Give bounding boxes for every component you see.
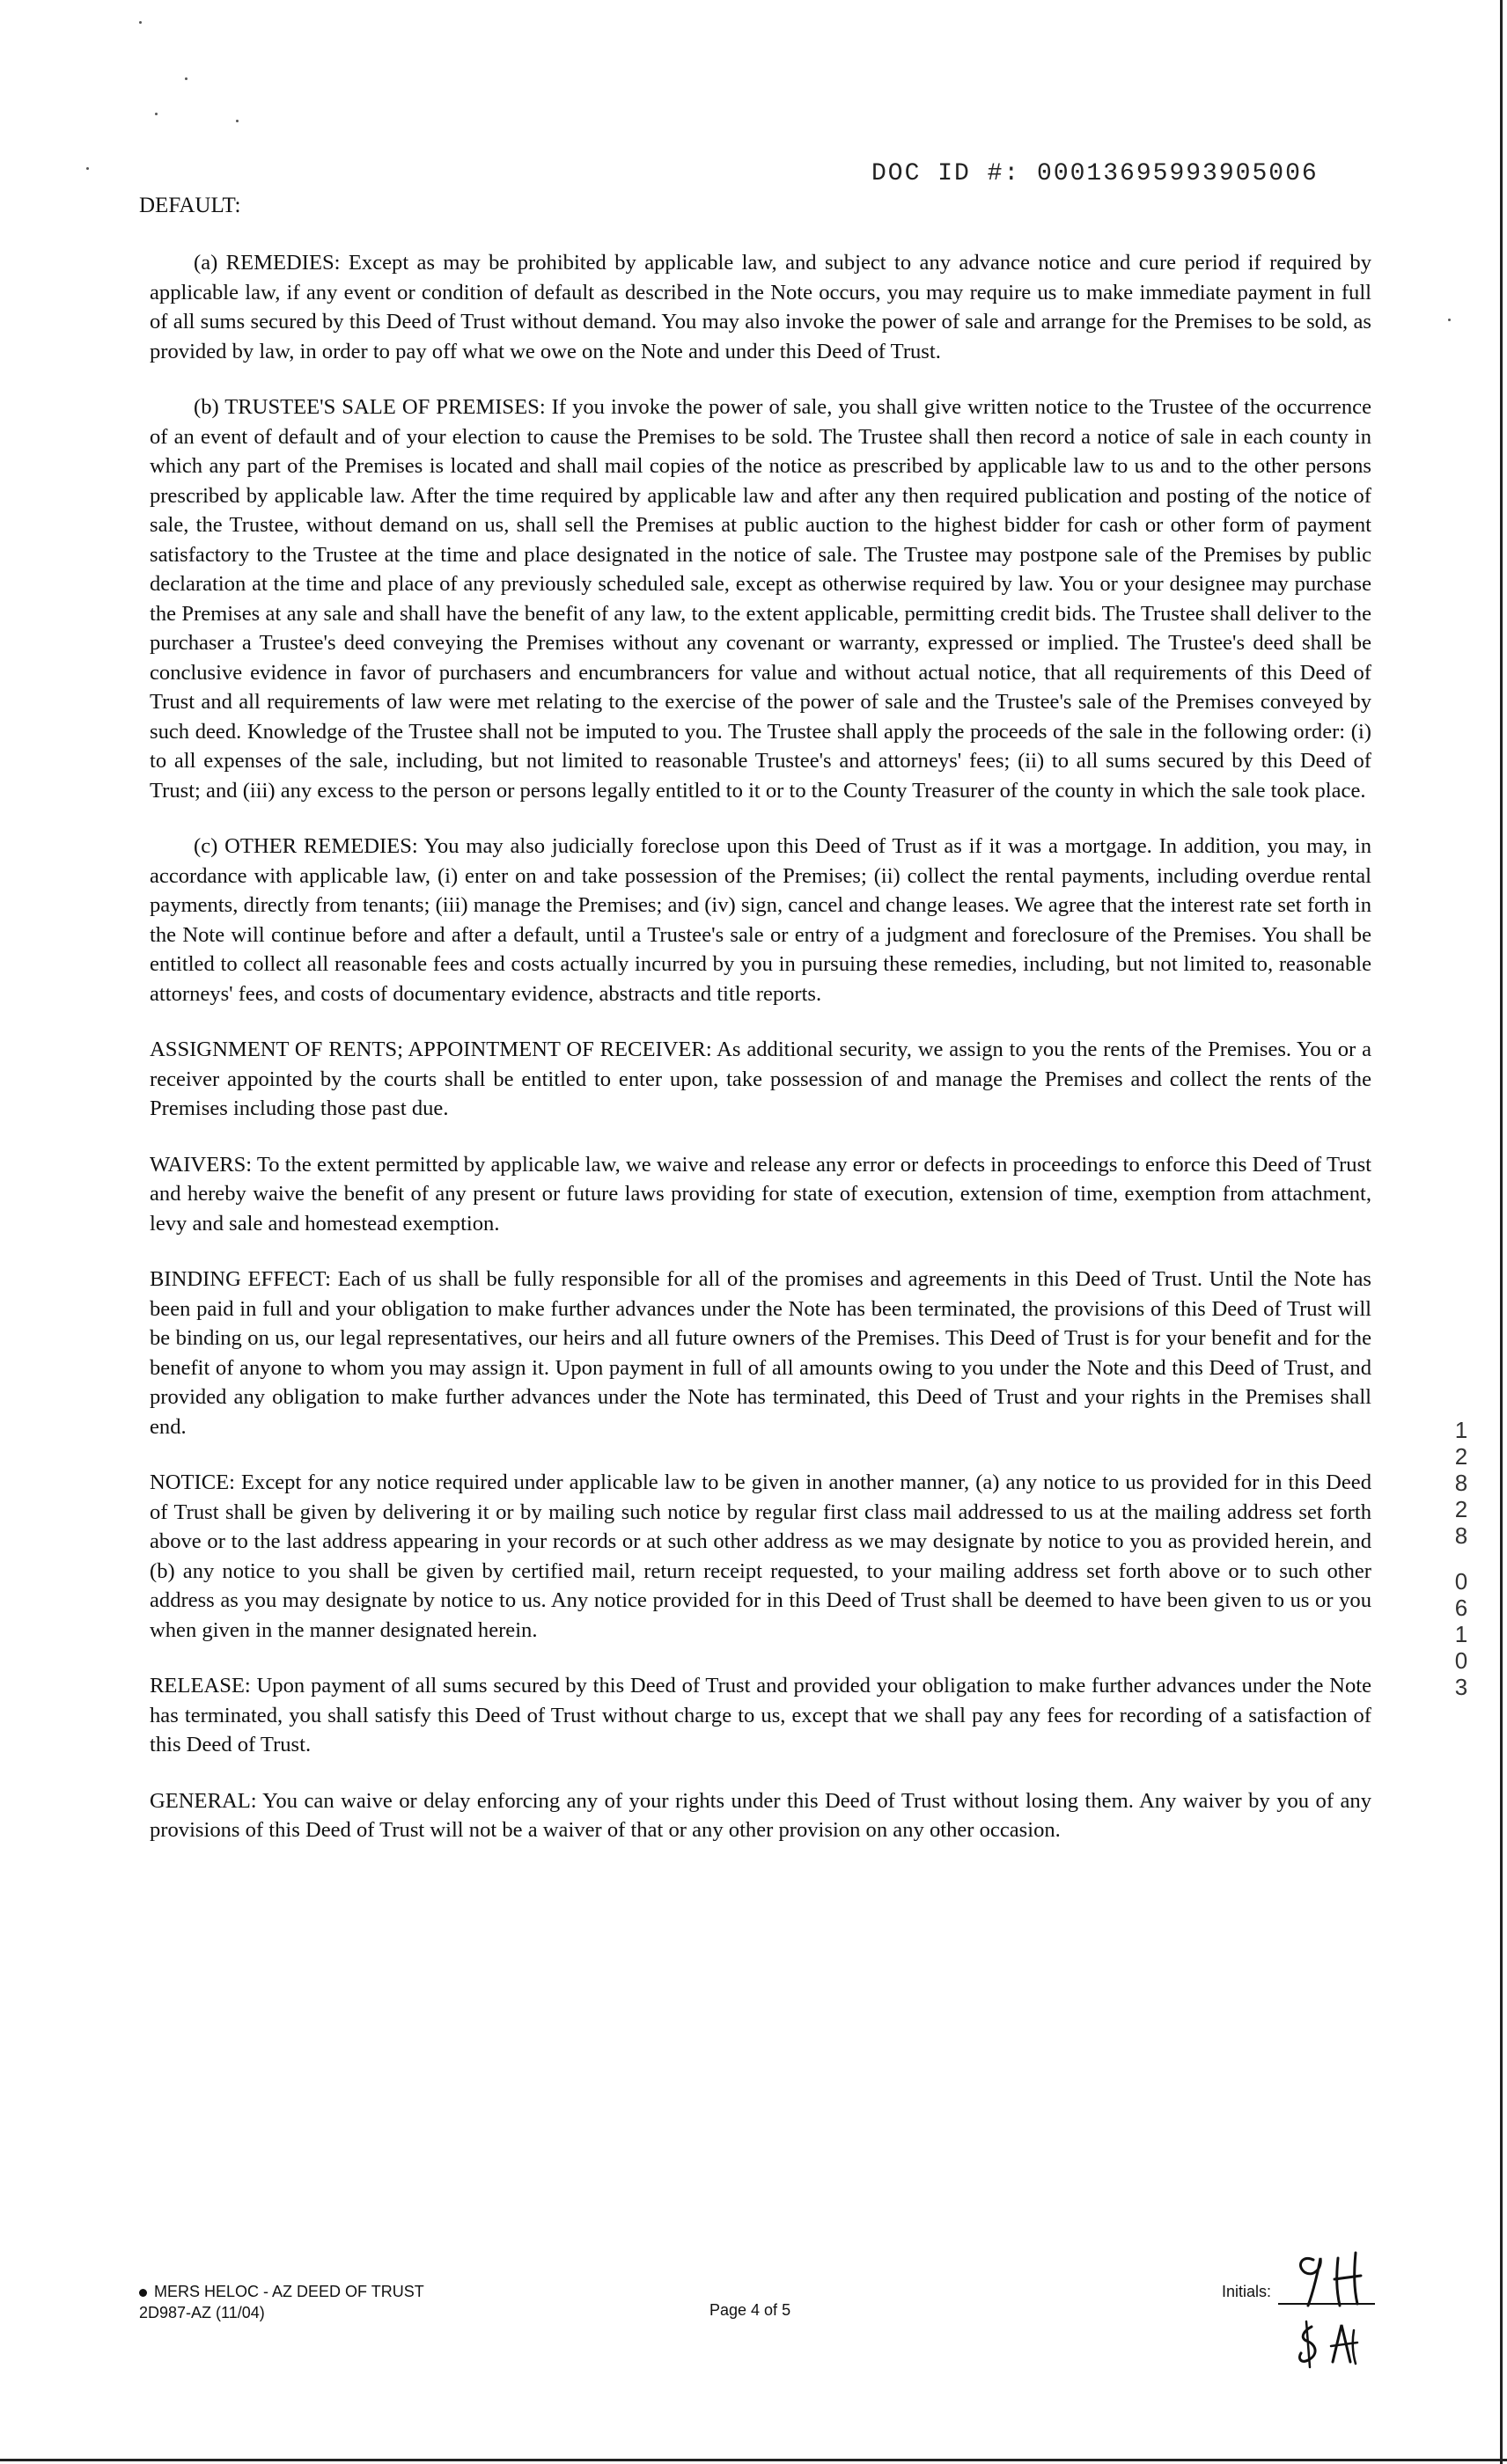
handwritten-initials-signature-2: [1287, 2314, 1384, 2385]
paragraph-notice: NOTICE: Except for any notice required under applicable law to be given in another manner, (a) any notice to us provided for in this Deed of Trust shall be given by delivering it or by mailing such notice by regular first class mail addressed to us at the mailing address set forth above or to the last address appearing in your records or at such other address as we may designate by notice to you as provided herein, and (b) any notice to you shall be given by certified mail, return receipt requested, to your mailing address set forth above or to such other address as you may designate by notice to us. Any notice provided for in this Deed of Trust shall be deemed to have been given to us or you when given in the manner designated herein.: [150, 1470, 1371, 1642]
form-title: MERS HELOC - AZ DEED OF TRUST: [154, 2283, 424, 2300]
scan-speck: [236, 120, 239, 122]
paragraph-trustees-sale: (b) TRUSTEE'S SALE OF PREMISES: If you invoke the power of sale, you shall give written notice to the Trustee of the occurrence of an event of default and of your election to cause the Premises to be sold. The Trustee shall then record a notice of sale in each county in which any part of the Premises is located and shall mail copies of the notice as prescribed by applicable law to us and to the other persons prescribed by applicable law. After the time required by applicable law and after any then required publication and posting of the notice of sale, the Trustee, without demand on us, shall sell the Premises at public auction to the highest bidder for cash or other form of payment satisfactory to the Trustee at the time and place designated in the notice of sale. The Trustee may postpone sale of the Premises by public declaration at the time and place of any previously scheduled sale, except as otherwise required by law. You or your designee may purchase the Premises at any sale and shall have the benefit of any law, to the extent applicable, permitting credit bids. The Trustee shall deliver to the purchaser a Trustee's deed conveying the Premises without any covenant or warranty, expressed or implied. The Trustee's deed shall be conclusive evidence in favor of purchasers and encumbrancers for value and without actual notice, that all requirements of this Deed of Trust and all requirements of law were met relating to the exercise of the power of sale and the Trustee's sale of the Premises conveyed by such deed. Knowledge of the Trustee shall not be imputed to you. The Trustee shall apply the proceeds of the sale in the following order: (i) to all expenses of the sale, including, but not limited to reasonable Trustee's and attorneys' fees; (ii) to all sums secured by this Deed of Trust; and (iii) any excess to the person or persons legally entitled to it or to the County Treasurer of the county in which the sale took place.: [150, 395, 1371, 803]
paragraph-other-remedies: (c) OTHER REMEDIES: You may also judicially foreclose upon this Deed of Trust as if it was a mortgage. In addition, you may, in accordance with applicable law, (i) enter on and take possession of the Premises; (ii) collect the rental payments, including overdue rental payments, directly from tenants; (iii) manage the Premises; and (iv) sign, cancel and change leases. We agree that the interest rate set forth in the Note will continue before and after a default, until a Trustee's sale or entry of a judgment and foreclosure of the Premises. You shall be entitled to collect all reasonable fees and costs actually incurred by you in pursuing these remedies, including, but not limited to, reasonable attorneys' fees, and costs of documentary evidence, abstracts and title reports.: [150, 834, 1371, 1006]
scan-border-right: [1500, 0, 1503, 2464]
page-number: Page 4 of 5: [709, 2301, 791, 2319]
scan-speck: [139, 21, 142, 24]
paragraph-assignment-of-rents: ASSIGNMENT OF RENTS; APPOINTMENT OF RECEIVER: As additional security, we assign to you the rents of the Premises. You or a receiver appointed by the courts shall be entitled to enter upon, take possession of and manage the Premises and collect the rents of the Premises including those past due.: [150, 1038, 1371, 1120]
initials-label: Initials:: [1222, 2283, 1272, 2300]
footer-form-info: [139, 2281, 424, 2323]
paragraph-general: GENERAL: You can waive or delay enforcing any of your rights under this Deed of Trust without losing them. Any waiver by you of any provisions of this Deed of Trust will not be a waiver of that or any other provision on any other occasion.: [150, 1788, 1371, 1842]
stamp-gap: [1444, 1549, 1479, 1568]
stamp-digit: 0: [1454, 1568, 1468, 1595]
stamp-digit: 8: [1454, 1470, 1468, 1496]
paragraph-remedies: (a) REMEDIES: Except as may be prohibited by applicable law, and subject to any advance notice and cure period if required by applicable law, if any event or condition of default as described in the Note occurs, you may require us to make immediate payment in full of all sums secured by this Deed of Trust without demand. You may also invoke the power of sale and arrange for the Premises to be sold, as provided by law, in order to pay off what we owe on the Note and under this Deed of Trust.: [150, 251, 1371, 363]
recording-stamp-number: [1444, 1417, 1479, 1700]
section-heading-default: DEFAULT:: [139, 194, 241, 217]
scan-speck: [155, 113, 158, 115]
handwritten-initials-signature: [1287, 2233, 1384, 2313]
stamp-digit: 1: [1454, 1621, 1468, 1647]
stamp-digit: 2: [1454, 1496, 1468, 1522]
stamp-digit: 6: [1454, 1595, 1468, 1621]
form-number: 2D987-AZ (11/04): [139, 2304, 265, 2321]
scan-border-bottom: [0, 2459, 1507, 2461]
stamp-digit: 1: [1454, 1417, 1468, 1443]
paragraph-release: RELEASE: Upon payment of all sums secured by this Deed of Trust and provided your obligation to make further advances under the Note has terminated, you shall satisfy this Deed of Trust without charge to us, except that we shall pay any fees for recording of a satisfaction of this Deed of Trust.: [150, 1674, 1371, 1756]
document-body: [150, 248, 1371, 1872]
bullet-icon: [139, 2289, 147, 2297]
paragraph-binding-effect: BINDING EFFECT: Each of us shall be fully responsible for all of the promises and agreements in this Deed of Trust. Until the Note has been paid in full and your obligation to make further advances under the Note has been terminated, the provisions of this Deed of Trust will be binding on us, our legal representatives, our heirs and all future owners of the Premises. This Deed of Trust is for your benefit and for the benefit of anyone to whom you may assign it. Upon payment in full of all amounts owing to you under the Note and this Deed of Trust, and provided any obligation to make further advances under the Note has terminated, this Deed of Trust and your rights in the Premises shall end.: [150, 1267, 1371, 1439]
scan-speck: [185, 77, 187, 80]
scan-speck: [86, 167, 89, 170]
paragraph-waivers: WAIVERS: To the extent permitted by applicable law, we waive and release any error or defects in proceedings to enforce this Deed of Trust and hereby waive the benefit of any present or future laws providing for state of execution, extension of time, exemption from attachment, levy and sale and homestead exemption.: [150, 1152, 1371, 1236]
stamp-digit: 0: [1454, 1647, 1468, 1674]
stamp-digit: 8: [1454, 1522, 1468, 1549]
stamp-digit: 3: [1454, 1674, 1468, 1700]
doc-id: DOC ID #: 00013695993905006: [871, 160, 1319, 187]
scan-speck: [1448, 319, 1451, 321]
stamp-digit: 2: [1454, 1443, 1468, 1470]
